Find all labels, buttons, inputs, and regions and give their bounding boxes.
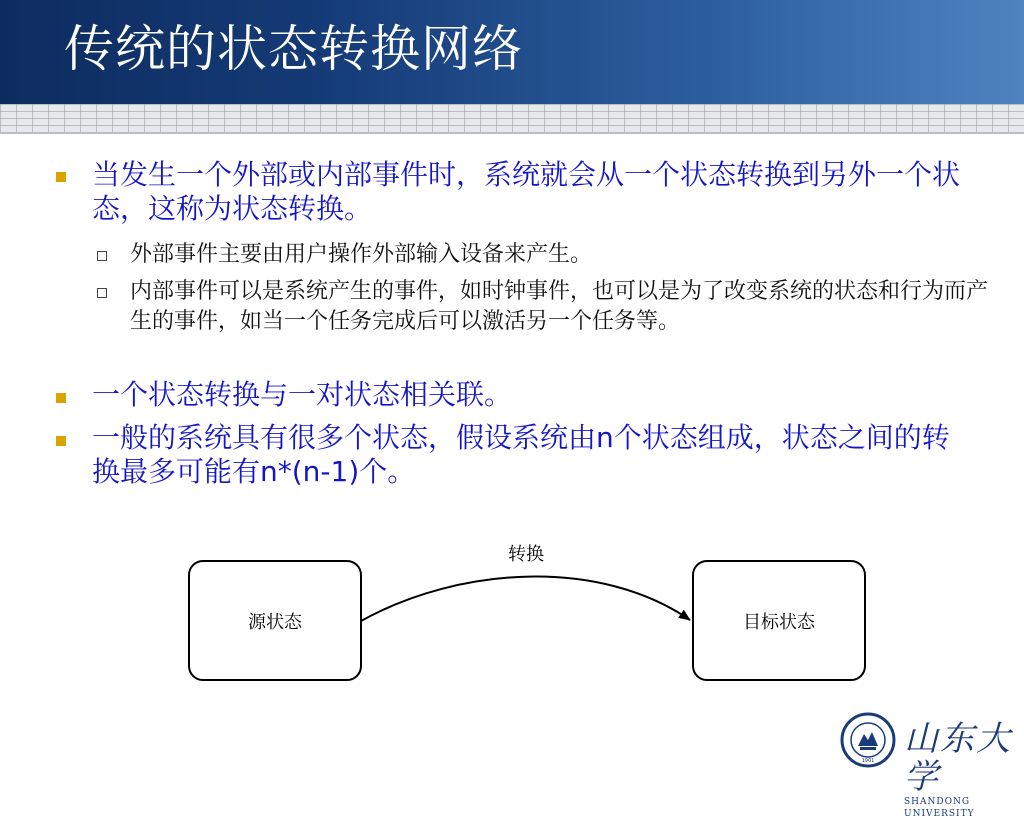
transition-label: 转换 [508,544,544,565]
svg-text:1901: 1901 [861,758,875,764]
sub-bullet-1-text: 外部事件主要由用户操作外部输入设备来产生。 [130,242,593,267]
source-state-label: 源状态 [248,612,302,633]
slide-title: 传统的状态转换网络 [64,20,523,78]
logo-name-cn: 山东大学 [904,719,1012,797]
university-logo [904,720,1024,820]
logo-name-en: SHANDONG UNIVERSITY [904,797,975,819]
sub-bullet-2-text: 内部事件可以是系统产生的事件，如时钟事件，也可以是为了改变系统的状态和行为而产生的事件，如当一个任务完成后可以激活另一个任务等。 [130,279,989,334]
transition-arrow [361,577,690,621]
bullet-3-text: 一般的系统具有很多个状态，假设系统由n个状态组成，状态之间的转换最多可能有n*(n-1)个。 [92,421,950,488]
university-seal-icon [840,712,896,768]
bullet-1-text: 当发生一个外部或内部事件时，系统就会从一个状态转换到另外一个状态，这称为状态转换。 [92,158,961,225]
bullet-2-text: 一个状态转换与一对状态相关联。 [92,378,513,411]
target-state-label: 目标状态 [743,612,815,633]
